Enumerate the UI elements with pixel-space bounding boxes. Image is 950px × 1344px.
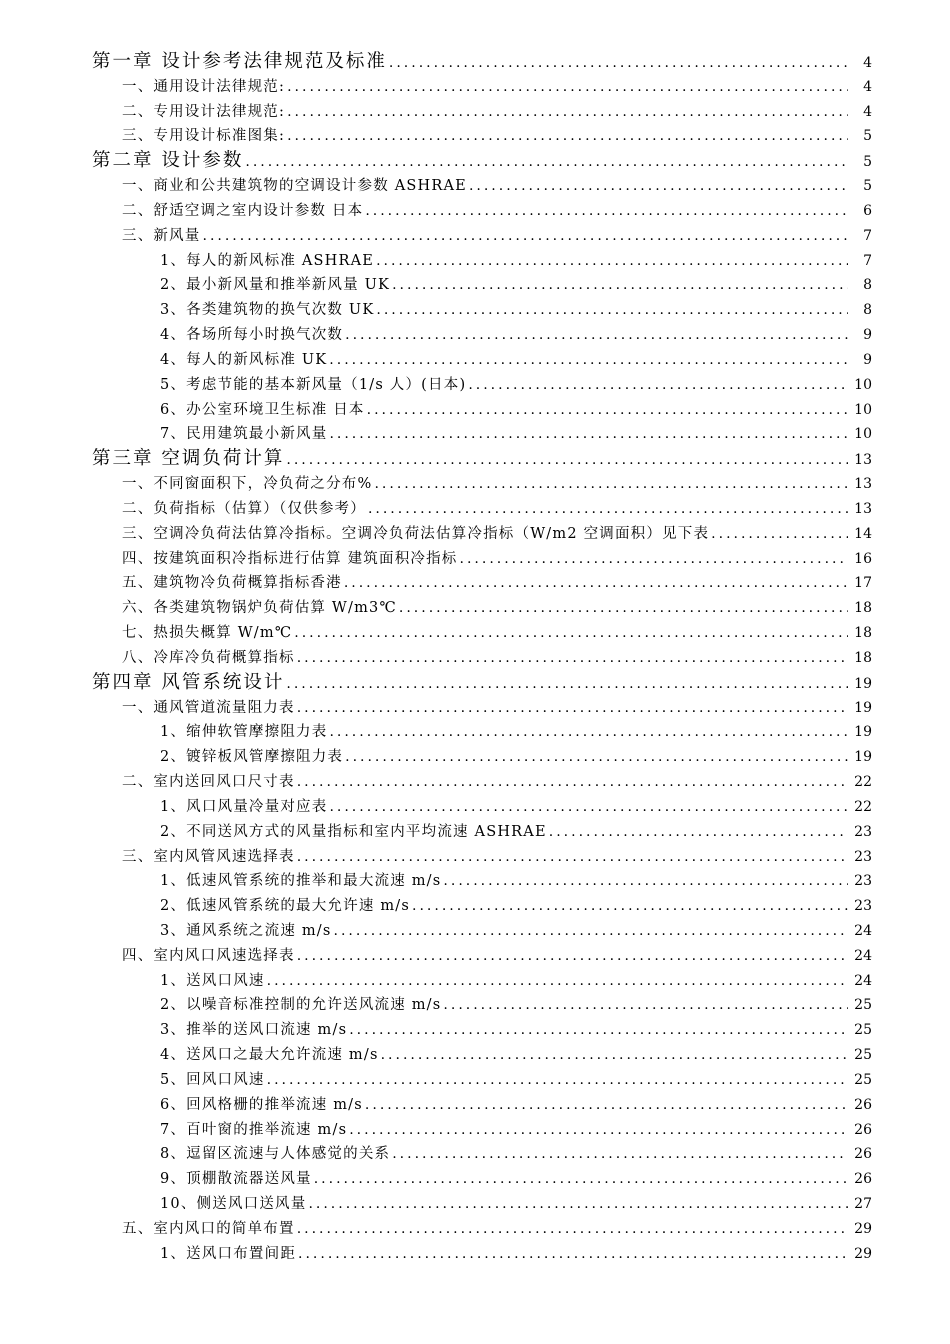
toc-entry-title: 二、专用设计法律规范: <box>122 103 286 120</box>
dot-leader <box>389 51 848 76</box>
dot-leader <box>345 745 848 770</box>
dot-leader <box>349 1118 848 1143</box>
toc-entry-page-number: 26 <box>854 1096 872 1113</box>
toc-entry-page-number: 16 <box>854 550 872 567</box>
toc-entry[interactable] <box>0 497 872 522</box>
toc-entry[interactable] <box>0 869 872 894</box>
toc-entry-page-number: 5 <box>863 128 872 145</box>
toc-entry[interactable] <box>0 199 872 224</box>
toc-entry-title: 1、每人的新风标准 ASHRAE <box>160 252 375 269</box>
toc-entry-title: 一、通用设计法律规范: <box>122 78 286 95</box>
toc-entry-page-number: 29 <box>854 1245 872 1262</box>
toc-entry-page-number: 18 <box>854 625 872 642</box>
toc-entry-title: 2、不同送风方式的风量指标和室内平均流速 ASHRAE <box>160 823 547 840</box>
toc-entry-title: 5、考虑节能的基本新风量（1/s 人）(日本) <box>160 376 467 393</box>
toc-entry-title: 4、各场所每小时换气次数 <box>160 327 344 344</box>
toc-entry-title: 5、回风口风速 <box>160 1071 265 1088</box>
dot-leader <box>329 795 848 820</box>
toc-entry[interactable] <box>0 621 872 646</box>
toc-entry-title: 三、新风量 <box>122 227 201 244</box>
toc-entry-page-number: 22 <box>854 798 872 815</box>
dot-leader <box>297 696 848 721</box>
dot-leader <box>345 323 848 348</box>
toc-entry-title: 四、按建筑面积冷指标进行估算 建筑面积冷指标 <box>122 550 458 567</box>
toc-entry[interactable] <box>0 100 872 125</box>
toc-entry-page-number: 19 <box>854 675 872 692</box>
toc-entry-page-number: 4 <box>863 103 872 120</box>
dot-leader <box>344 571 848 596</box>
dot-leader <box>267 969 848 994</box>
toc-entry-title: 6、办公室环境卫生标准 日本 <box>160 401 365 418</box>
toc-entry[interactable] <box>0 1043 872 1068</box>
dot-leader <box>392 273 848 298</box>
toc-entry-page-number: 23 <box>854 873 872 890</box>
toc-entry-page-number: 7 <box>863 252 872 269</box>
dot-leader <box>267 1068 848 1093</box>
toc-entry-title: 6、回风格栅的推举流速 m/s <box>160 1096 363 1113</box>
toc-entry-page-number: 23 <box>854 848 872 865</box>
dot-leader <box>392 1142 848 1167</box>
toc-entry[interactable] <box>0 472 872 497</box>
toc-entry[interactable] <box>0 770 872 795</box>
dot-leader <box>298 1242 848 1267</box>
dot-leader <box>349 1018 848 1043</box>
toc-entry-title: 六、各类建筑物锅炉负荷估算 W/m3℃ <box>122 600 397 617</box>
toc-entry-title: 四、室内风口风速选择表 <box>122 947 295 964</box>
toc-entry-page-number: 24 <box>854 947 872 964</box>
toc-entry-page-number: 18 <box>854 649 872 666</box>
toc-entry-page-number: 13 <box>854 452 872 469</box>
toc-entry[interactable] <box>0 249 872 274</box>
toc-entry[interactable] <box>0 969 872 994</box>
toc-entry-page-number: 9 <box>863 351 872 368</box>
toc-entry-page-number: 9 <box>863 327 872 344</box>
toc-entry-page-number: 26 <box>854 1121 872 1138</box>
toc-entry-title: 第四章 风管系统设计 <box>92 671 285 693</box>
dot-leader <box>468 373 848 398</box>
toc-entry-page-number: 26 <box>854 1171 872 1188</box>
dot-leader <box>245 150 848 175</box>
toc-entry-page-number: 13 <box>854 500 872 517</box>
toc-entry-page-number: 10 <box>854 376 872 393</box>
toc-entry-page-number: 6 <box>863 202 872 219</box>
toc-entry-page-number: 4 <box>863 78 872 95</box>
toc-entry-page-number: 25 <box>854 1071 872 1088</box>
toc-entry[interactable] <box>0 745 872 770</box>
dot-leader <box>399 596 848 621</box>
dot-leader <box>203 224 849 249</box>
toc-chapter-entry[interactable] <box>0 447 872 472</box>
dot-leader <box>376 298 848 323</box>
dot-leader <box>329 422 848 447</box>
toc-entry-title: 4、每人的新风标准 UK <box>160 351 328 368</box>
toc-entry-page-number: 25 <box>854 1047 872 1064</box>
dot-leader <box>460 547 848 572</box>
dot-leader <box>549 820 848 845</box>
toc-entry[interactable] <box>0 422 872 447</box>
toc-entry-title: 7、民用建筑最小新风量 <box>160 426 328 443</box>
toc-entry-title: 4、送风口之最大允许流速 m/s <box>160 1047 379 1064</box>
toc-entry-page-number: 24 <box>854 972 872 989</box>
toc-entry-title: 9、顶棚散流器送风量 <box>160 1171 312 1188</box>
dot-leader <box>287 75 848 100</box>
dot-leader <box>308 1192 848 1217</box>
toc-entry-page-number: 18 <box>854 600 872 617</box>
toc-entry-page-number: 19 <box>854 724 872 741</box>
toc-entry-page-number: 25 <box>854 997 872 1014</box>
toc-entry[interactable] <box>0 795 872 820</box>
toc-entry-title: 2、以噪音标准控制的允许送风流速 m/s <box>160 997 442 1014</box>
toc-entry[interactable] <box>0 571 872 596</box>
toc-entry[interactable] <box>0 1093 872 1118</box>
dot-leader <box>294 621 848 646</box>
toc-entry[interactable] <box>0 1018 872 1043</box>
toc-entry-title: 一、通风管道流量阻力表 <box>122 699 295 716</box>
toc-entry-title: 3、各类建筑物的换气次数 UK <box>160 302 375 319</box>
toc-entry-page-number: 17 <box>854 575 872 592</box>
toc-entry-page-number: 26 <box>854 1146 872 1163</box>
toc-entry[interactable] <box>0 124 872 149</box>
toc-entry-page-number: 23 <box>854 898 872 915</box>
toc-entry-title: 三、专用设计标准图集: <box>122 128 286 145</box>
toc-entry-page-number: 13 <box>854 476 872 493</box>
dot-leader <box>368 497 848 522</box>
toc-entry[interactable] <box>0 1242 872 1267</box>
toc-entry[interactable] <box>0 596 872 621</box>
dot-leader <box>286 448 848 473</box>
toc-entry[interactable] <box>0 720 872 745</box>
toc-entry-page-number: 19 <box>854 699 872 716</box>
toc-entry-page-number: 10 <box>854 426 872 443</box>
toc-entry[interactable] <box>0 348 872 373</box>
toc-entry-title: 二、负荷指标（估算）（仅供参考） <box>122 500 366 517</box>
table-of-contents <box>0 50 950 1267</box>
dot-leader <box>329 348 848 373</box>
toc-entry-page-number: 19 <box>854 749 872 766</box>
dot-leader <box>381 1043 848 1068</box>
toc-entry-title: 1、送风口风速 <box>160 972 265 989</box>
toc-entry-title: 10、侧送风口送风量 <box>160 1196 307 1213</box>
toc-chapter-entry[interactable] <box>0 149 872 174</box>
toc-entry-title: 三、室内风管风速选择表 <box>122 848 295 865</box>
toc-entry[interactable] <box>0 522 872 547</box>
toc-entry-page-number: 7 <box>863 227 872 244</box>
dot-leader <box>365 1093 848 1118</box>
dot-leader <box>297 944 848 969</box>
toc-entry-page-number: 5 <box>863 178 872 195</box>
toc-entry-title: 五、建筑物冷负荷概算指标香港 <box>122 575 342 592</box>
toc-entry-title: 2、最小新风量和推举新风量 UK <box>160 277 391 294</box>
toc-entry-title: 3、通风系统之流速 m/s <box>160 922 332 939</box>
toc-entry-title: 第二章 设计参数 <box>92 150 244 172</box>
toc-entry[interactable] <box>0 894 872 919</box>
toc-entry[interactable] <box>0 373 872 398</box>
toc-entry[interactable] <box>0 944 872 969</box>
toc-entry[interactable] <box>0 398 872 423</box>
toc-entry-title: 1、低速风管系统的推举和最大流速 m/s <box>160 873 442 890</box>
dot-leader <box>443 993 848 1018</box>
toc-entry[interactable] <box>0 224 872 249</box>
toc-entry[interactable] <box>0 273 872 298</box>
dot-leader <box>286 672 848 697</box>
toc-entry[interactable] <box>0 919 872 944</box>
toc-entry[interactable] <box>0 1217 872 1242</box>
toc-entry-title: 1、风口风量冷量对应表 <box>160 798 328 815</box>
toc-chapter-entry[interactable] <box>0 671 872 696</box>
toc-entry-title: 2、低速风管系统的最大允许速 m/s <box>160 898 411 915</box>
dot-leader <box>469 174 848 199</box>
toc-entry[interactable] <box>0 845 872 870</box>
toc-entry[interactable] <box>0 1167 872 1192</box>
toc-entry-page-number: 4 <box>863 55 872 71</box>
dot-leader <box>365 199 848 224</box>
toc-entry-title: 7、百叶窗的推举流速 m/s <box>160 1121 348 1138</box>
toc-entry-title: 2、镀锌板风管摩擦阻力表 <box>160 749 344 766</box>
toc-entry-title: 3、推举的送风口流速 m/s <box>160 1022 348 1039</box>
dot-leader <box>297 845 848 870</box>
toc-entry[interactable] <box>0 820 872 845</box>
dot-leader <box>376 249 848 274</box>
toc-entry-page-number: 14 <box>854 525 872 542</box>
toc-entry-title: 五、室内风口的简单布置 <box>122 1220 295 1237</box>
dot-leader <box>297 646 848 671</box>
toc-entry-page-number: 10 <box>854 401 872 418</box>
dot-leader <box>443 869 848 894</box>
dot-leader <box>329 720 848 745</box>
toc-entry-page-number: 27 <box>854 1196 872 1213</box>
dot-leader <box>367 398 848 423</box>
toc-entry[interactable] <box>0 547 872 572</box>
toc-entry-page-number: 23 <box>854 823 872 840</box>
toc-entry[interactable] <box>0 993 872 1018</box>
dot-leader <box>711 522 848 547</box>
dot-leader <box>374 472 848 497</box>
toc-entry[interactable] <box>0 1068 872 1093</box>
toc-entry-title: 8、逗留区流速与人体感觉的关系 <box>160 1146 391 1163</box>
dot-leader <box>287 100 848 125</box>
dot-leader <box>297 770 848 795</box>
toc-entry-page-number: 24 <box>854 922 872 939</box>
dot-leader <box>287 124 848 149</box>
toc-entry-title: 第一章 设计参考法律规范及标准 <box>92 51 387 72</box>
toc-chapter-entry[interactable] <box>0 50 872 75</box>
toc-entry-title: 八、冷库冷负荷概算指标 <box>122 649 295 666</box>
dot-leader <box>314 1167 848 1192</box>
toc-entry-page-number: 29 <box>854 1220 872 1237</box>
toc-entry-title: 一、商业和公共建筑物的空调设计参数 ASHRAE <box>122 178 467 195</box>
toc-entry[interactable] <box>0 1192 872 1217</box>
toc-entry-title: 三、空调冷负荷法估算冷指标。空调冷负荷法估算冷指标（W/m2 空调面积）见下表 <box>122 525 710 542</box>
toc-entry-page-number: 25 <box>854 1022 872 1039</box>
toc-entry-title: 二、舒适空调之室内设计参数 日本 <box>122 202 364 219</box>
toc-entry-page-number: 8 <box>863 302 872 319</box>
dot-leader <box>297 1217 848 1242</box>
toc-entry-title: 第三章 空调负荷计算 <box>92 448 285 470</box>
dot-leader <box>412 894 848 919</box>
toc-entry[interactable] <box>0 1142 872 1167</box>
toc-entry-title: 一、不同窗面积下，冷负荷之分布% <box>122 476 373 493</box>
toc-entry-title: 1、送风口布置间距 <box>160 1245 297 1262</box>
toc-entry[interactable] <box>0 1118 872 1143</box>
toc-entry-page-number: 22 <box>854 774 872 791</box>
dot-leader <box>334 919 848 944</box>
toc-entry-title: 七、热损失概算 W/m℃ <box>122 625 293 642</box>
toc-entry[interactable] <box>0 174 872 199</box>
toc-entry[interactable] <box>0 323 872 348</box>
toc-entry-page-number: 5 <box>863 154 872 171</box>
toc-entry-title: 1、缩伸软管摩擦阻力表 <box>160 724 328 741</box>
toc-entry[interactable] <box>0 298 872 323</box>
toc-entry-page-number: 8 <box>863 277 872 294</box>
toc-entry[interactable] <box>0 75 872 100</box>
toc-entry[interactable] <box>0 696 872 721</box>
toc-entry-title: 二、室内送回风口尺寸表 <box>122 774 295 791</box>
toc-entry[interactable] <box>0 646 872 671</box>
